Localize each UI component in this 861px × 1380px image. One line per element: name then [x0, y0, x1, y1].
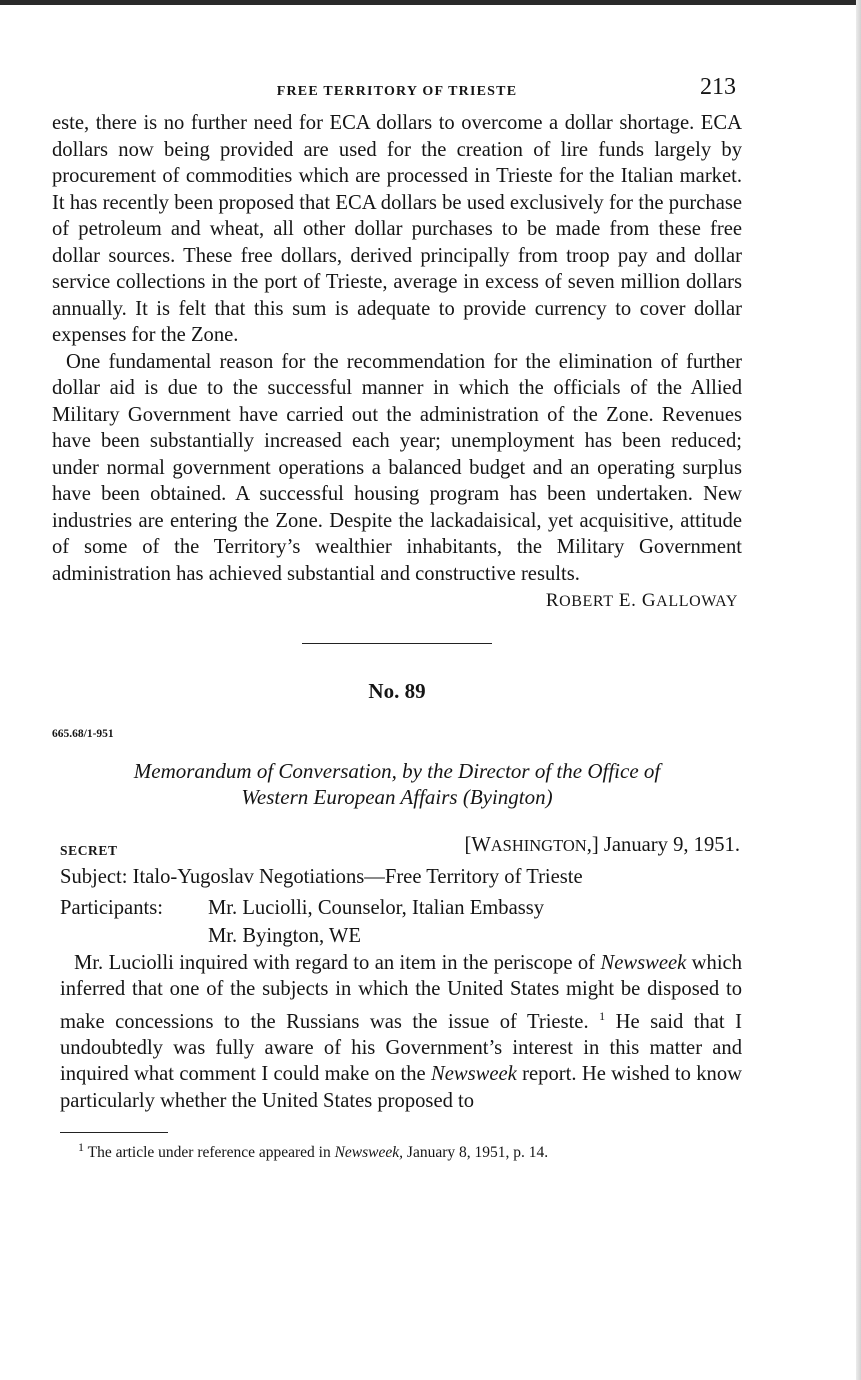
signature-last-name: ALLOWAY	[656, 593, 738, 610]
subject-line: Subject: Italo-Yugoslav Negotiations—Free Territory of Trieste	[60, 866, 583, 888]
page-right-edge	[856, 0, 861, 1380]
dateline-place: ASHINGTON	[490, 836, 587, 855]
participants-block	[52, 894, 742, 950]
document-number: No. 89	[368, 679, 426, 703]
signature-initial-g: G	[641, 590, 657, 611]
memo-text: Mr. Luciolli inquired with regard to an item in the periscope of	[74, 951, 601, 974]
footnote-text: The article under reference appeared in	[84, 1144, 335, 1162]
participants-label: Participants:	[60, 896, 163, 919]
footnote-publication: Newsweek,	[334, 1144, 404, 1162]
signature-initial-r: R	[545, 590, 560, 611]
participant-item: Mr. Byington, WE	[208, 924, 361, 947]
dateline-bracket: [W	[464, 834, 491, 856]
participants-list	[208, 894, 544, 950]
memo-paragraph	[52, 950, 742, 1115]
publication-name: Newsweek	[431, 1063, 517, 1086]
continued-paragraph: este, there is no further need for ECA dollars to overcome a dollar shortage. ECA dollars now being provided are used for the creation of lire funds largely by procurement of commodities which are processed in Trieste for the Italian market. It has recently been proposed that ECA dollars be used exclusively for the purchase of petroleum and wheat, all other dollar purchases to be made from these free dollar sources. These free dollars, derived principally from troop pay and dollar service collections in the port of Trieste, average in excess of seven million dollars annually. It is felt that this sum is adequate to provide currency to cover dollar expenses for the Zone.	[52, 112, 742, 346]
memo-text: report. He wished to know particularly whether the United States proposed to	[60, 1063, 742, 1112]
page-top-edge	[0, 0, 861, 5]
footnote-marker: 1	[78, 1140, 84, 1155]
file-number: 665.68/1-951	[52, 728, 114, 740]
title-line-2: Western European Affairs (Byington)	[241, 785, 553, 809]
footnote-text: January 8, 1951, p. 14.	[403, 1144, 549, 1162]
dateline	[464, 834, 740, 857]
classification-line	[52, 834, 742, 864]
page-header	[52, 74, 742, 110]
publication-name: Newsweek	[600, 951, 687, 974]
memo-text: which inferred that one of the subjects in which the United States might be disposed to make concessions to the Russians was the issue of Trieste.	[60, 951, 742, 1033]
participant-item: Mr. Luciolli, Counselor, Italian Embassy	[208, 896, 545, 919]
classification-marking: SECRET	[60, 843, 118, 858]
signature	[52, 590, 742, 612]
footnote	[52, 1140, 742, 1162]
running-head: FREE TERRITORY OF TRIESTE	[276, 84, 518, 99]
page-number: 213	[700, 74, 736, 100]
section-divider	[302, 643, 492, 644]
title-line-1: Memorandum of Conversation, by the Director of the Office of	[133, 759, 661, 783]
signature-middle: E.	[613, 590, 642, 611]
signature-first-name: OBERT	[559, 593, 614, 610]
dateline-date: ,] January 9, 1951.	[586, 834, 740, 856]
memo-text: He said that I undoubtedly was fully aware of his Government’s interest in this matter and inquired what comment I could make on the	[60, 1010, 742, 1086]
document-title	[52, 758, 742, 810]
footnote-divider	[60, 1132, 168, 1133]
paragraph-recommendation: One fundamental reason for the recommendation for the elimination of further dollar aid is due to the successful manner in which the officials of the Allied Military Government have carried out the administration of the Zone. Revenues have been substantially increased each year; unemployment has been reduced; under normal government operations a balanced budget and an operating surplus have been obtained. A successful housing program has been undertaken. New industries are entering the Zone. Despite the lackadaisical, yet acquisitive, attitude of some of the Territory’s wealthier inhabitants, the Military Government administration has achieved substantial and constructive results.	[52, 350, 742, 585]
document-page	[52, 74, 742, 1163]
footnote-reference[interactable]: 1	[599, 1008, 606, 1023]
